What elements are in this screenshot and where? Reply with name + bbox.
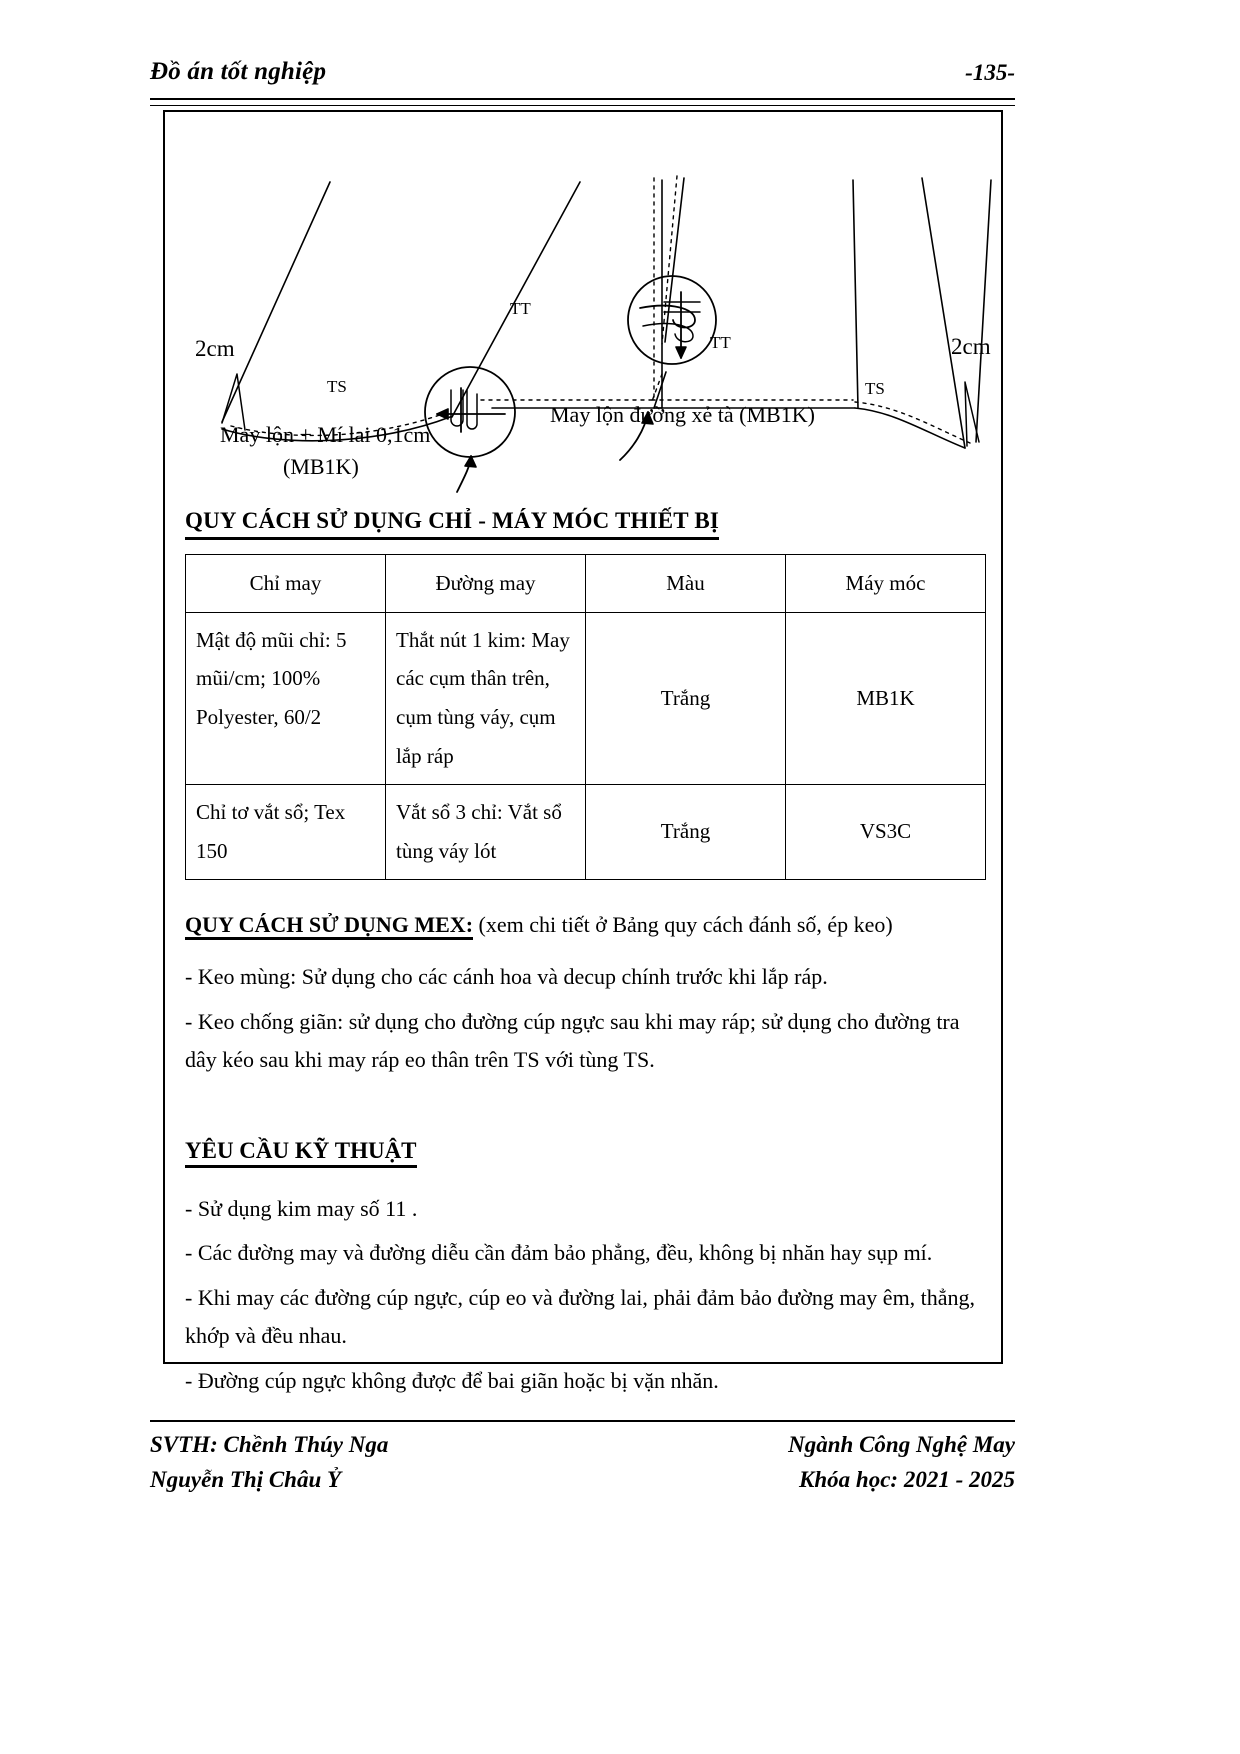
content-frame <box>163 110 1003 1393</box>
cell-machine: MB1K <box>786 612 986 784</box>
header-rule-bottom <box>150 105 1015 106</box>
drawing-label-tt-left: TT <box>510 299 531 318</box>
cell-seam: Thắt nút 1 kim: May các cụm thân trên, cụm tùng váy, cụm lắp ráp <box>386 612 586 784</box>
cell-color: Trắng <box>586 784 786 879</box>
column-header-seam: Đường may <box>386 554 586 612</box>
section-heading-requirements: YÊU CẦU KỸ THUẬT <box>185 1138 417 1168</box>
drawing-caption-right: May lộn đường xẻ tà (MB1K) <box>550 402 815 427</box>
section-heading-mex-note: (xem chi tiết ở Bảng quy cách đánh số, ép keo) <box>473 911 893 937</box>
mex-heading-line <box>185 906 985 945</box>
drawing-label-tt-right: TT <box>710 333 731 352</box>
table-header-row <box>186 554 986 612</box>
cell-thread: Chỉ tơ vắt sổ; Tex 150 <box>186 784 386 879</box>
table-row <box>186 612 986 784</box>
cell-machine: VS3C <box>786 784 986 879</box>
requirement-line-1: - Sử dụng kim may số 11 . <box>185 1195 418 1221</box>
requirements-heading-wrap <box>185 1138 985 1176</box>
document-body <box>185 507 985 1406</box>
header-rule-top <box>150 98 1015 100</box>
footer-program-line-1: Ngành Công Nghệ May <box>788 1432 1015 1457</box>
section-heading-mex: QUY CÁCH SỬ DỤNG MEX: <box>185 912 473 940</box>
mex-section <box>185 906 985 1080</box>
drawing-label-2cm-left: 2cm <box>195 336 235 361</box>
mex-line-1: - Keo mùng: Sử dụng cho các cánh hoa và decup chính trước khi lắp ráp. <box>185 964 828 990</box>
footer-program-line-2: Khóa học: 2021 - 2025 <box>799 1466 1015 1492</box>
mex-line-2: - Keo chống giãn: sử dụng cho đường cúp ngực sau khi may ráp; sử dụng cho đường tra dây kéo sau khi may ráp eo thân trên TS với tùng TS. <box>185 1008 960 1073</box>
requirements-section <box>185 1138 985 1401</box>
thread-machine-section <box>185 507 985 554</box>
footer-columns <box>150 1428 1015 1497</box>
header-title: Đồ án tốt nghiệp <box>150 58 327 85</box>
column-header-machine: Máy móc <box>786 554 986 612</box>
cell-color: Trắng <box>586 612 786 784</box>
footer-program-block <box>788 1428 1015 1497</box>
drawing-caption-left-line2: (MB1K) <box>283 454 359 479</box>
footer-author-line-1: SVTH: Chềnh Thúy Nga <box>150 1432 389 1457</box>
table-row <box>186 784 986 879</box>
requirement-line-2: - Các đường may và đường diễu cần đảm bảo phẳng, đều, không bị nhăn hay sụp mí. <box>185 1240 933 1266</box>
requirement-line-4: - Đường cúp ngực không được để bai giãn hoặc bị vặn nhăn. <box>185 1367 719 1393</box>
cell-thread: Mật độ mũi chỉ: 5 mũi/cm; 100% Polyester, 60/2 <box>186 612 386 784</box>
drawing-caption-left-line1: May lộn + Mí lai 0,1cm <box>220 422 431 447</box>
thread-machine-table <box>185 554 986 880</box>
drawing-label-2cm-right: 2cm <box>951 334 991 359</box>
column-header-thread: Chỉ may <box>186 554 386 612</box>
cell-seam: Vắt sổ 3 chỉ: Vắt sổ tùng váy lót <box>386 784 586 879</box>
drawing-label-ts-right: TS <box>865 379 885 398</box>
section-spacer <box>185 1086 985 1112</box>
footer-rule <box>150 1420 1015 1422</box>
footer-author-block <box>150 1428 388 1497</box>
drawing-label-ts-left: TS <box>327 377 347 396</box>
page-number: -135- <box>965 60 1015 85</box>
technical-drawing <box>165 112 1001 502</box>
requirement-line-3: - Khi may các đường cúp ngực, cúp eo và đường lai, phải đảm bảo đường may êm, thẳng, khớp và đều nhau. <box>185 1284 976 1349</box>
column-header-color: Màu <box>586 554 786 612</box>
footer-author-line-2: Nguyễn Thị Châu Ỷ <box>150 1466 342 1492</box>
page-header <box>150 58 1015 108</box>
section-heading-thread-machine: QUY CÁCH SỬ DỤNG CHỈ - MÁY MÓC THIẾT BỊ <box>185 507 719 540</box>
